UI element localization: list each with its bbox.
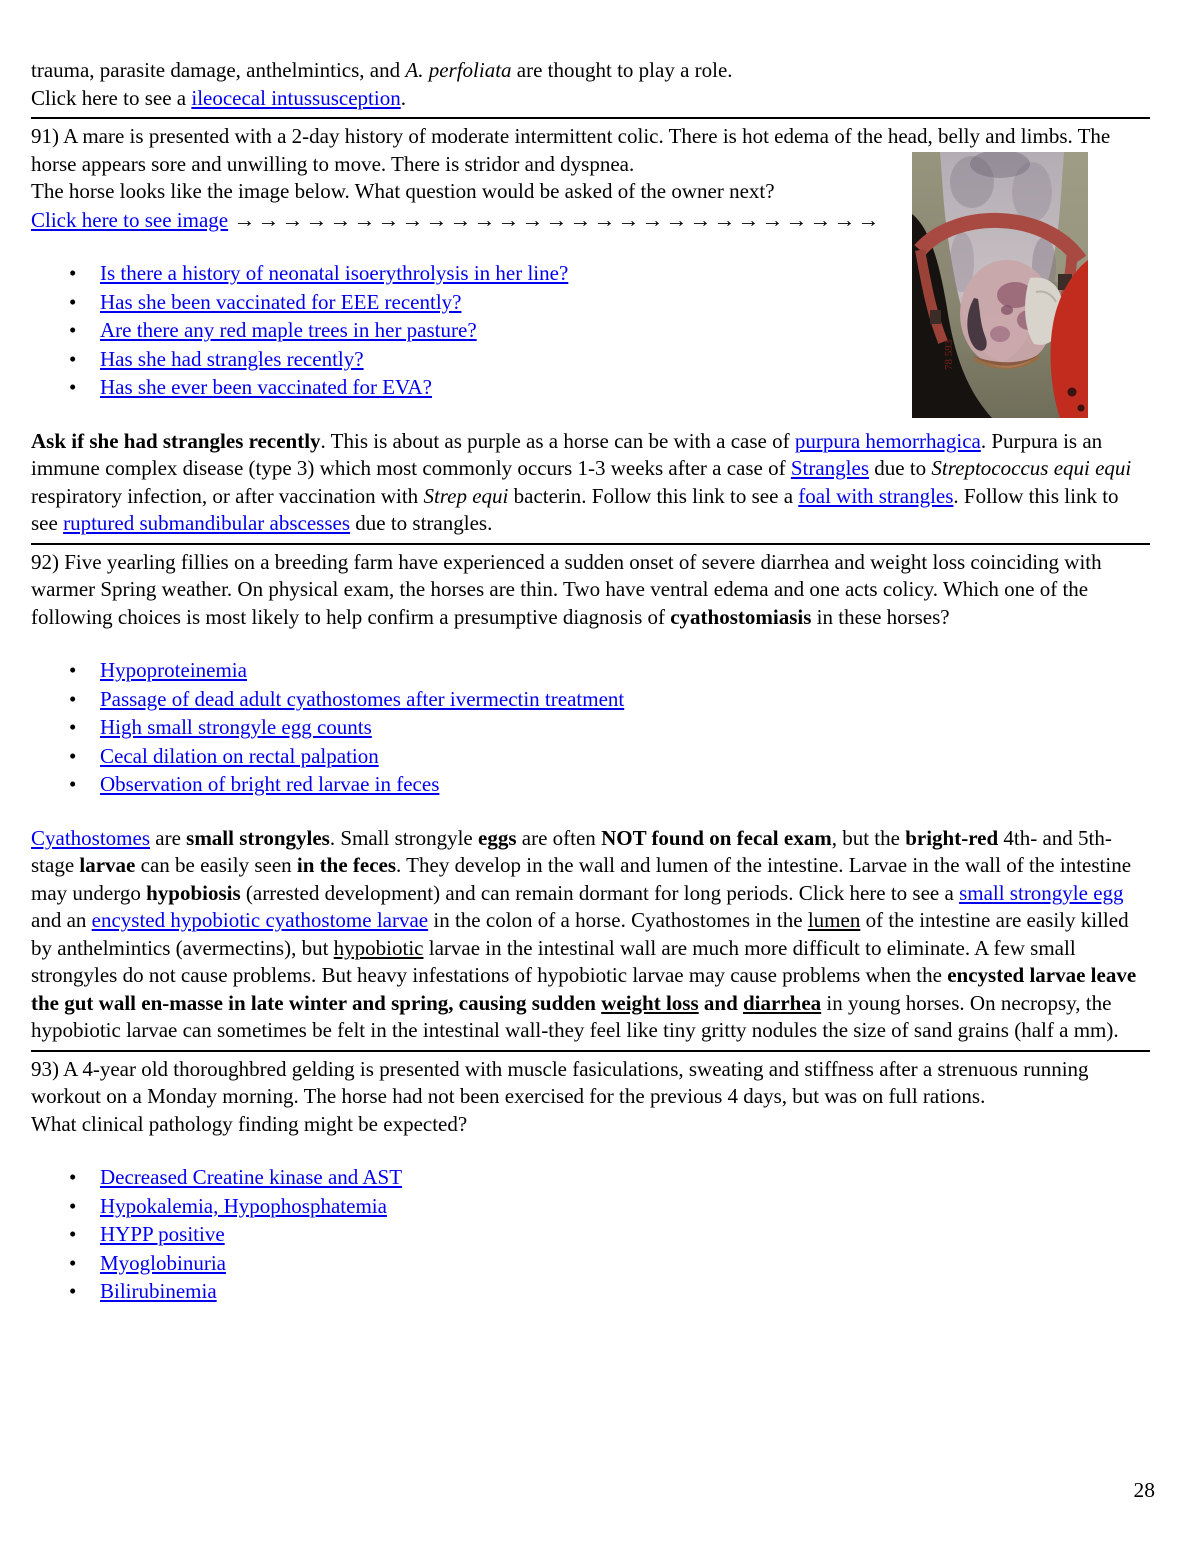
text-segment: hypobiotic [333,935,424,960]
text-segment: in the colon of a horse. Cyathostomes in the [428,908,808,932]
option-item [100,374,1150,402]
option-link[interactable]: Myoglobinuria [100,1250,226,1275]
text-segment: . Purpura is an immune complex disease (type 3) which most commonly occurs 1-3 weeks after a case of [31,428,1103,480]
text-segment: . [400,85,406,110]
option-link[interactable]: HYPP positive [100,1222,225,1246]
text-segment: 93) A 4-year old thoroughbred gelding is presented with muscle fasiculations, sweating and stiffness after a strenuous running workout on a Monday morning. The horse had not been exercised for the previous 4 days, but was on full rations. [31,1056,1089,1108]
question-91-answer [31,428,1150,538]
section-divider [31,543,1150,545]
option-item [100,771,1150,799]
text-segment: and [698,990,743,1015]
text-segment: in these horses? [811,604,950,629]
option-link[interactable]: Hypokalemia, Hypophosphatemia [100,1193,387,1218]
text-segment: Click here to see a [31,85,192,110]
option-item [100,1164,1150,1192]
text-segment: 91) A mare is presented with a 2-day history of moderate intermittent colic. There is hot edema of the head, belly and limbs. The horse appears sore and unwilling to move. There is stridor and dyspnea. [31,124,1111,176]
text-segment: (arrested development) and can remain dormant for long periods. Click here to see a [240,880,960,905]
option-link[interactable]: Has she ever been vaccinated for EVA? [100,375,432,399]
text-segment: larvae in the intestinal wall are much more difficult to eliminate. A few small strongyles do not cause problems. But heavy infestations of hypobiotic larvae may cause problems when the [31,935,1076,987]
text-segment: Streptococcus equi equi [931,456,1132,480]
option-link[interactable]: Has she been vaccinated for EEE recently? [100,289,462,314]
text-segment: , [448,990,459,1015]
option-item [100,1250,1150,1278]
option-item [100,686,1150,714]
option-item [100,714,1150,742]
option-link[interactable]: Decreased Creatine kinase and AST [100,1165,403,1189]
text-link[interactable]: Cyathostomes [31,825,150,850]
text-segment: trauma, parasite damage, anthelmintics, and [31,58,406,82]
text-segment: are [150,825,187,850]
option-link[interactable]: Is there a history of neonatal isoerythrolysis in her line? [100,261,569,285]
text-segment: . This is about as purple as a horse can be with a case of [320,428,795,453]
option-item [100,657,1150,685]
text-segment: due to strangles. [350,511,493,535]
text-link[interactable]: encysted hypobiotic cyathostome larvae [91,908,429,932]
option-item [100,743,1150,771]
photo-overlay-text: 78 593 [943,339,955,370]
option-link[interactable]: Are there any red maple trees in her pasture? [100,318,477,342]
text-segment: cyathostomiasis [670,604,812,629]
text-segment: 4th- and 5th-stage [31,825,1112,877]
text-segment: . Follow this link to see [31,483,1119,535]
question-91-options [31,260,1150,402]
text-link[interactable]: ruptured submandibular abscesses [63,511,351,535]
option-link[interactable]: Passage of dead adult cyathostomes after ivermectin treatment [100,686,625,711]
section-divider [31,117,1150,119]
text-link[interactable]: small strongyle egg [959,880,1124,905]
text-segment: . Small strongyle [329,825,479,850]
text-segment: are often [516,825,602,850]
text-segment: weight loss [601,990,699,1015]
text-segment: 92) Five yearling fillies on a breeding farm have experienced a sudden onset of severe diarrhea and weight loss coinciding with warmer Spring weather. On physical exam, the horses are thin. Two have ventral edema and one acts colicy. Which one of the following choices is most likely to help confirm a presumptive diagnosis of [31,549,1102,629]
option-link[interactable]: Hypoproteinemia [100,658,247,682]
question-93-text [31,1056,1150,1139]
text-segment: eggs [478,825,517,850]
text-segment: What clinical pathology finding might be expected? [31,1111,468,1136]
option-link[interactable]: High small strongyle egg counts [100,715,372,739]
text-segment: larvae [79,853,136,877]
text-segment: small strongyles [186,825,330,850]
text-link[interactable]: ileocecal intussusception [191,85,401,110]
text-segment: encysted larvae leave the gut wall en-masse in late winter and spring [31,963,1137,1015]
text-segment: are thought to play a role. [511,58,733,82]
option-link[interactable]: Bilirubinemia [100,1279,217,1303]
text-segment: respiratory infection, or after vaccination with [31,483,424,508]
text-link[interactable]: foal with strangles [798,483,954,508]
text-segment: Strep equi [423,483,509,508]
question-93-section [31,1056,1150,1306]
option-link[interactable]: Cecal dilation on rectal palpation [100,743,379,768]
option-item [100,346,1150,374]
text-segment: lumen [807,908,861,932]
option-item [100,317,1150,345]
text-segment: The horse looks like the image below. What question would be asked of the owner next? [31,179,775,203]
text-segment: hypobiosis [146,880,241,905]
text-segment: →→→→→→→→→→→→→→→→→→→→→→→→→→→ [233,206,882,232]
section-divider [31,1050,1150,1052]
text-segment: bright-red [905,825,999,850]
question-92-text [31,549,1150,632]
text-segment: due to [869,456,932,480]
text-segment: diarrhea [743,990,822,1015]
option-item [100,1193,1150,1221]
text-segment: Ask if she had strangles recently [31,428,321,453]
option-link[interactable]: Has she had strangles recently? [100,346,364,371]
text-segment: in the feces [296,853,397,877]
question-93-options [31,1164,1150,1306]
text-segment: causing sudden [458,990,602,1015]
question-92-explanation [31,825,1150,1045]
text-link[interactable]: Click here to see image [31,207,229,232]
text-segment: . They develop in the wall and lumen of the intestine. Larvae in the wall of the intestine may undergo [31,853,1132,905]
text-segment: bacterin. Follow this link to see a [508,483,799,508]
text-segment: of the intestine are easily killed by anthelmintics (avermectins), but [31,908,1129,960]
option-item [100,1221,1150,1249]
text-segment: and an [31,908,92,932]
question-92-options [31,657,1150,799]
text-segment: can be easily seen [135,853,297,877]
option-link[interactable]: Observation of bright red larvae in feces [100,772,440,796]
text-segment: in young horses. On necropsy, the hypobiotic larvae can sometimes be felt in the intestinal wall-they feel like tiny gritty nodules the size of sand grains (half a mm). [31,990,1119,1042]
option-item [100,289,1150,317]
text-link[interactable]: purpura hemorrhagica [794,428,981,453]
text-link[interactable]: Strangles [790,456,870,480]
option-item [100,1278,1150,1306]
text-segment: , but the [831,825,906,850]
page-number: 28 [1133,1478,1155,1502]
option-item [100,260,1150,288]
text-segment: NOT found on fecal exam [601,825,832,850]
question-92-section [31,549,1150,1045]
text-segment: A. perfoliata [405,58,512,82]
intro-paragraph [31,57,1150,112]
